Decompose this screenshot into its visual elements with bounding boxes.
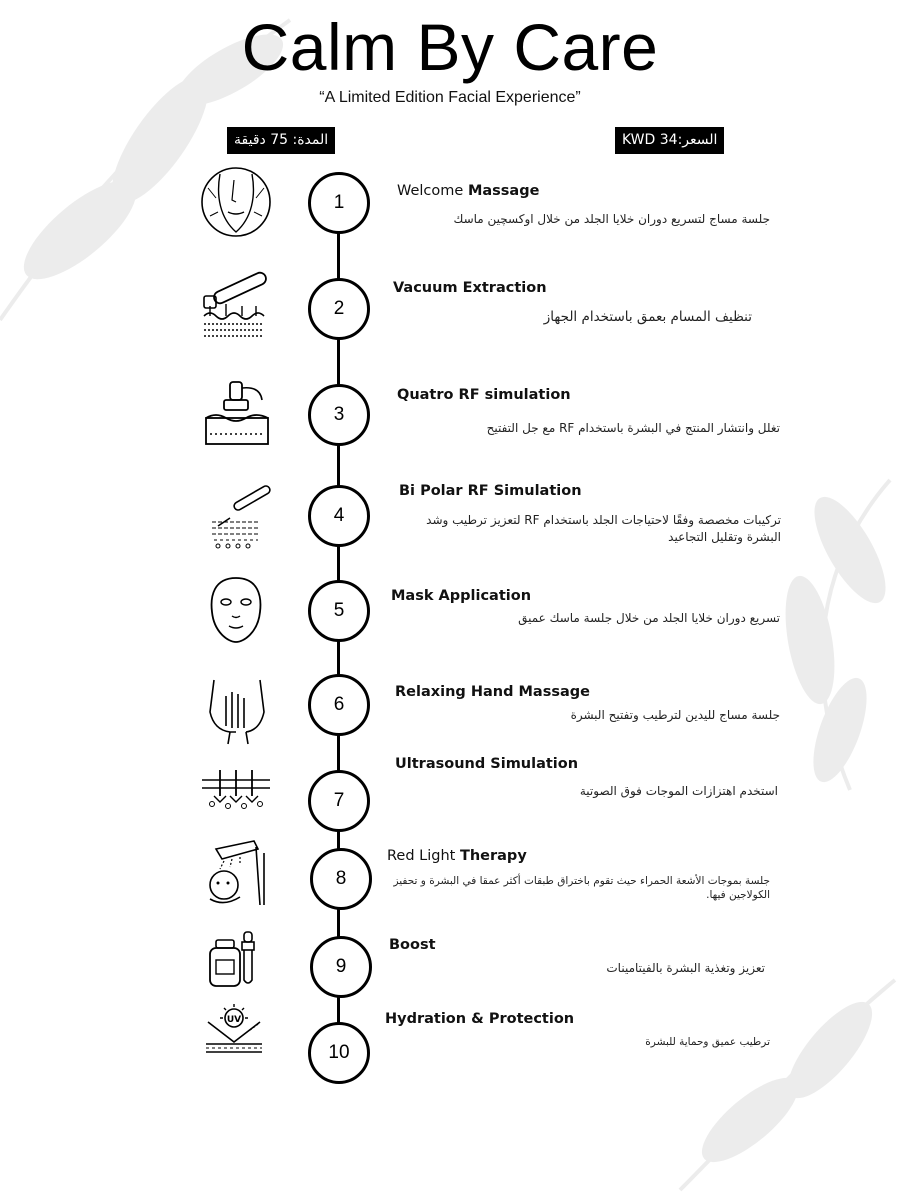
step-title-6: Relaxing Hand Massage [395, 684, 590, 700]
page-subtitle: “A Limited Edition Facial Experience” [319, 89, 581, 106]
step-number-7: 7 [308, 770, 370, 832]
step-description-6: جلسة مساج لليدين لترطيب وتفتيح البشرة [570, 708, 780, 722]
step-title-bold: Massage [467, 183, 540, 199]
step-description-9: تعزيز وتغذية البشرة بالفيتامينات [606, 961, 765, 975]
step-title-7: Ultrasound Simulation [395, 756, 579, 772]
step-description-8: جلسة بموجات الأشعة الحمراء حيث تقوم باختراق طبقات أكثر عمقا في البشرة و تحفيز الكولاجين فيها. [393, 875, 770, 901]
duration-badge: المدة: 75 دقيقة [227, 127, 335, 154]
step-title-2: Vacuum Extraction [393, 280, 547, 296]
face-outline-icon [198, 166, 274, 242]
uv-protection-icon [198, 1000, 274, 1076]
rf-skin-layers-icon [200, 378, 276, 454]
svg-text:UV: UV [226, 1015, 242, 1025]
step-description-5: تسريع دوران خلايا الجلد من خلال جلسة ماسك عميق [518, 611, 780, 625]
step-number-6: 6 [308, 674, 370, 736]
price-badge: السعر:34 KWD [615, 127, 724, 154]
step-title-8 [387, 848, 527, 864]
step-number-1: 1 [308, 172, 370, 234]
step-title-4: Bi Polar RF Simulation [399, 483, 582, 499]
step-title-9: Boost [389, 937, 436, 953]
step-description-10: ترطيب عميق وحماية للبشرة [645, 1036, 770, 1048]
step-title-light: Welcome [397, 183, 468, 199]
step-number-3: 3 [308, 384, 370, 446]
step-number-9: 9 [310, 936, 372, 998]
step-description-4: تركيبات مخصصة وفقًا لاحتياجات الجلد باستخدام RF لتعزيز ترطيب وشد البشرة وتقليل التجاعيد [426, 513, 781, 544]
vacuum-device-icon [198, 268, 274, 344]
step-title-1 [397, 183, 539, 199]
hand-massage-icon [200, 672, 276, 748]
serum-dropper-icon [202, 926, 278, 1002]
step-title-3: Quatro RF simulation [397, 387, 571, 403]
step-number-4: 4 [308, 485, 370, 547]
step-description-3: تغلل وانتشار المنتج في البشرة باستخدام RF مع جل التفتيح [486, 421, 780, 435]
step-number-5: 5 [308, 580, 370, 642]
step-title-10: Hydration & Protection [385, 1011, 575, 1027]
step-description-7: استخدم اهتزازات الموجات فوق الصوتية [579, 784, 778, 798]
step-description-2: تنظيف المسام بعمق باستخدام الجهاز [543, 309, 752, 325]
step-number-10: 10 [308, 1022, 370, 1084]
step-number-8: 8 [310, 848, 372, 910]
step-description-1: جلسة مساج لتسريع دوران خلايا الجلد من خلال اوكسچين ماسك [453, 212, 770, 226]
sheet-mask-icon [198, 572, 274, 648]
page-title: Calm By Care [241, 10, 659, 84]
step-title-light: Red Light [387, 848, 460, 864]
step-title-5: Mask Application [391, 588, 532, 604]
light-therapy-lamp-icon [198, 835, 274, 911]
background-leaf-bottom-right [660, 960, 900, 1200]
step-number-2: 2 [308, 278, 370, 340]
microneedle-pen-icon [200, 484, 276, 560]
step-title-bold: Therapy [459, 848, 527, 864]
ultrasound-waves-icon [198, 762, 274, 838]
